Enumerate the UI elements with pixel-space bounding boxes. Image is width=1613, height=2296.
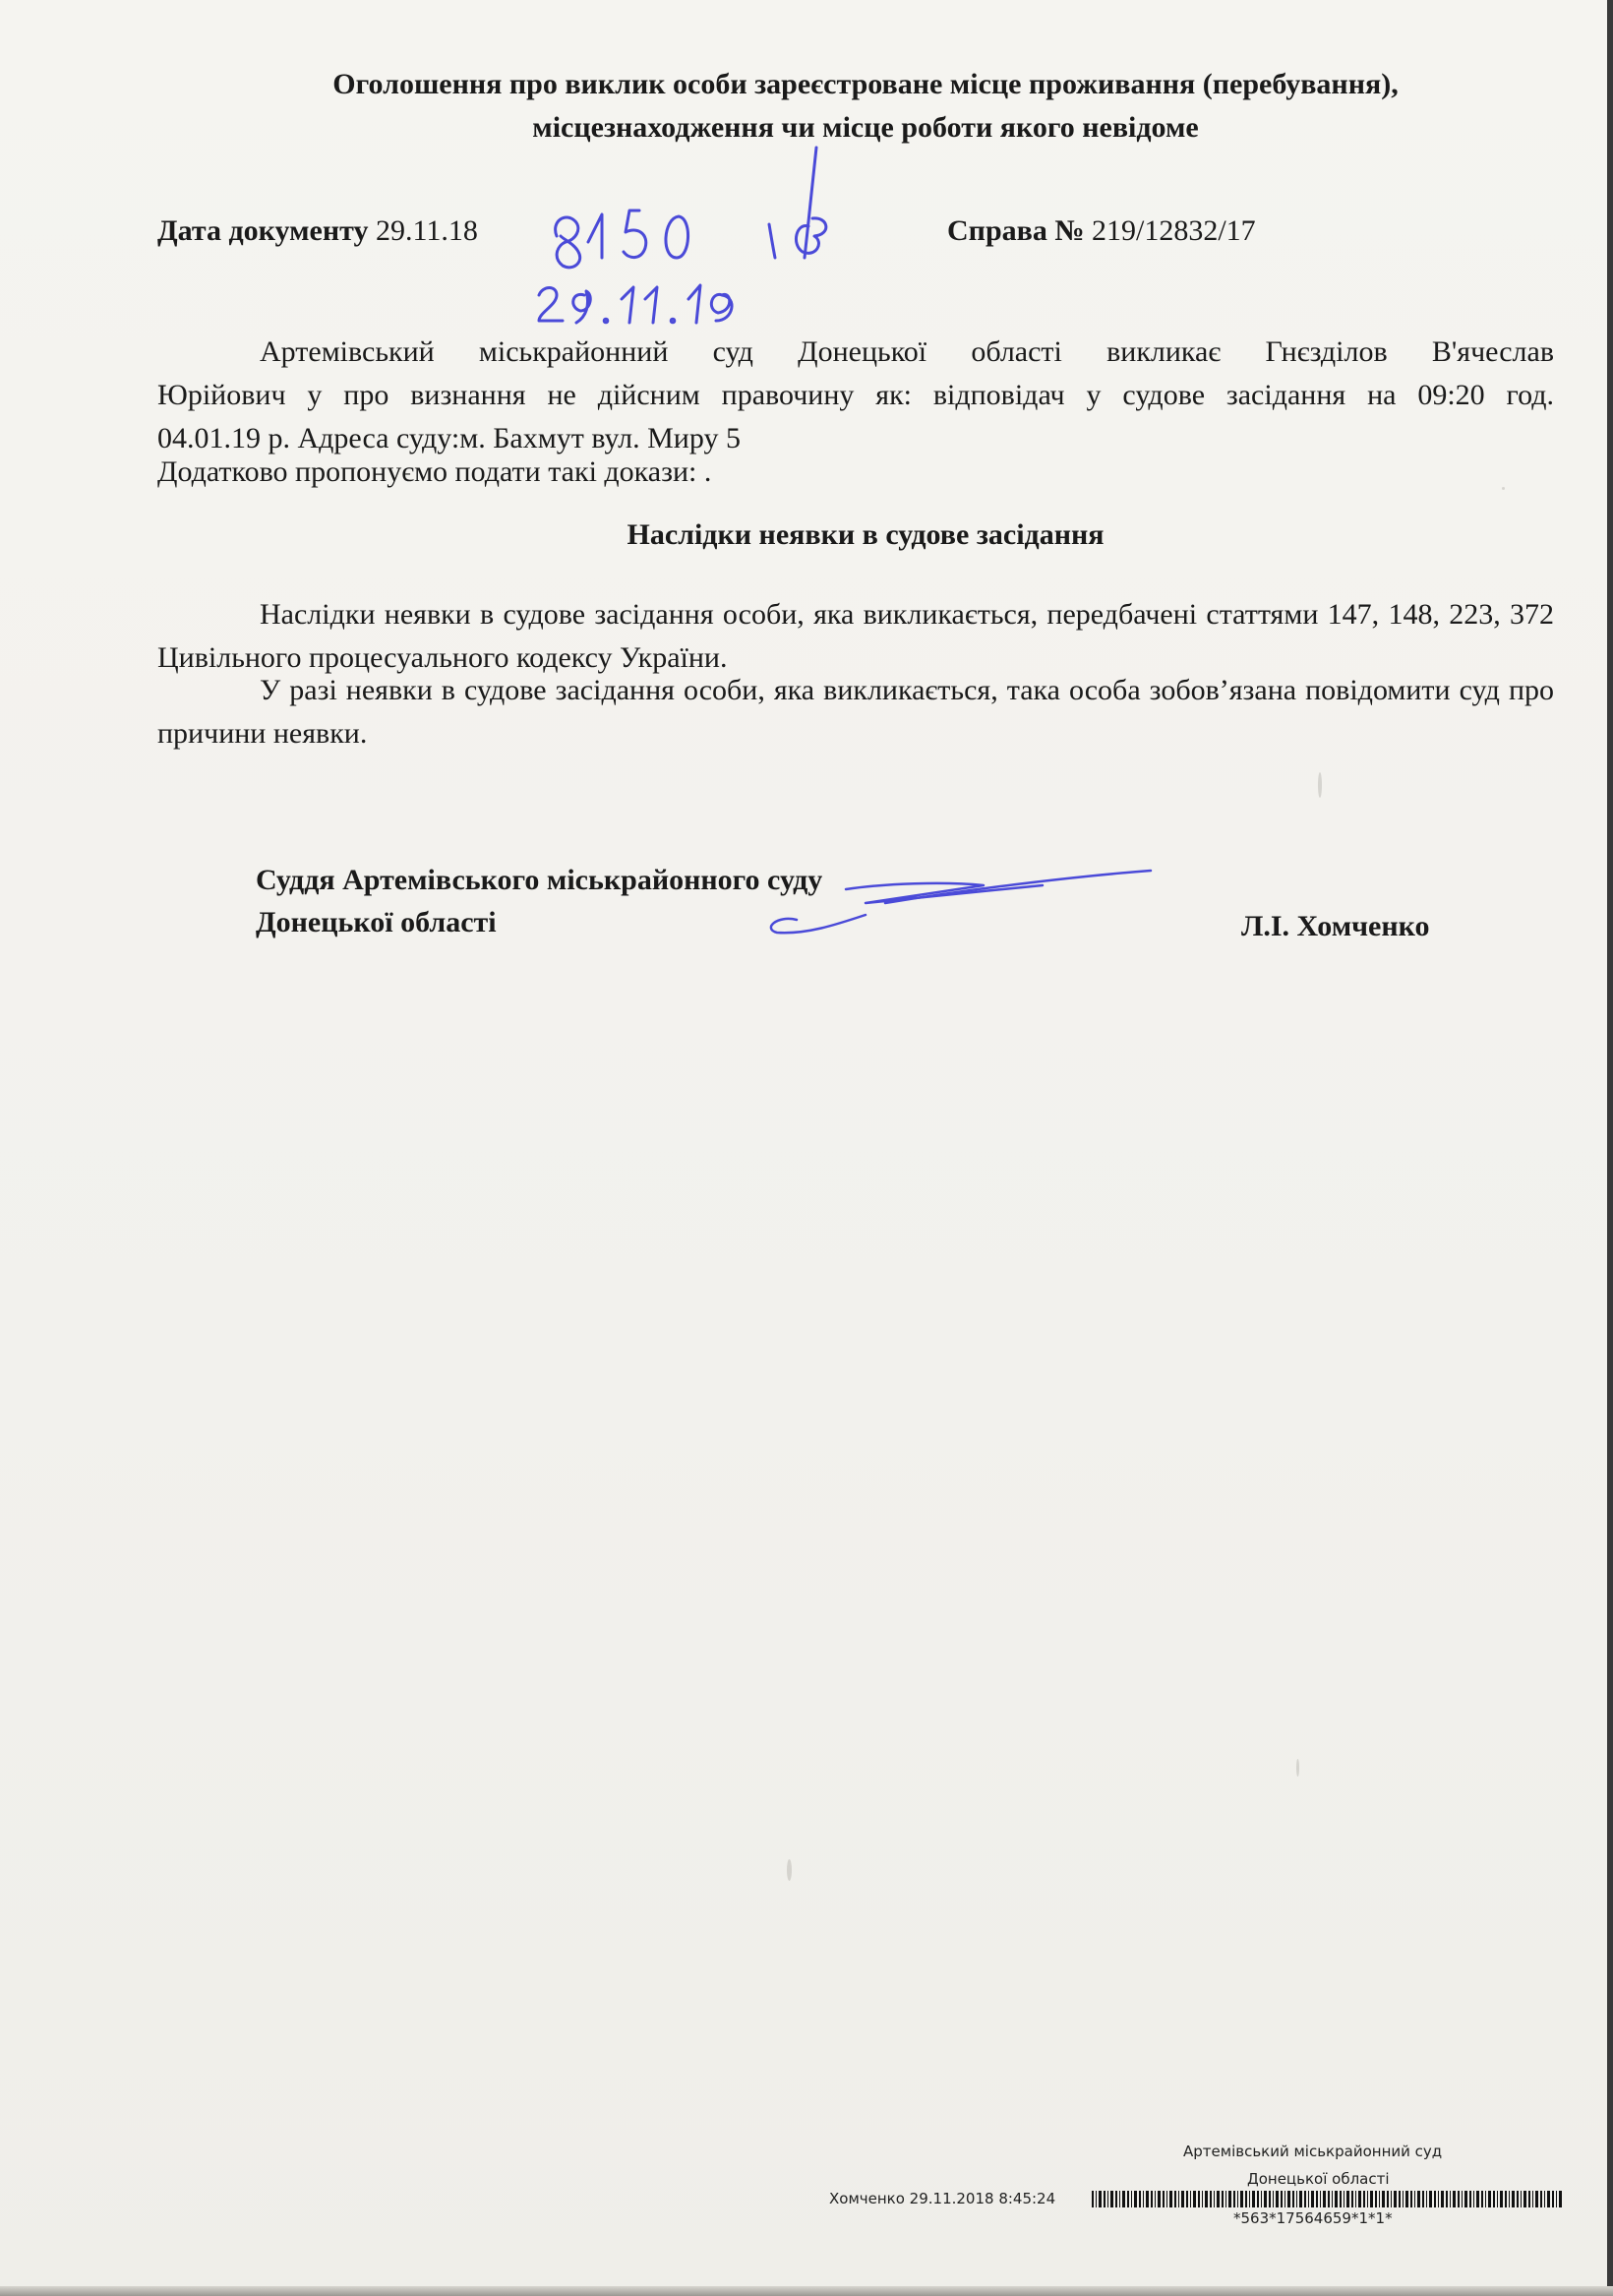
summons-line-1: Артемівський міськрайонний суд Донецької області викликає Гнєзділов В'ячеслав xyxy=(260,335,1554,368)
document-date xyxy=(157,214,478,248)
scan-speck xyxy=(1318,772,1322,798)
consequences-heading: Наслідки неявки в судове засідання xyxy=(627,518,1105,551)
stamp-court-line-2: Донецької області xyxy=(1247,2170,1390,2188)
case-value: 219/12832/17 xyxy=(1091,214,1256,247)
date-value: 29.11.18 xyxy=(375,214,478,247)
scan-edge-right xyxy=(1607,0,1613,2296)
case-number xyxy=(947,214,1256,248)
case-label: Справа № xyxy=(947,214,1085,247)
scan-speck xyxy=(787,1859,792,1881)
summons-line-2: Юрійович у про визнання не дійсним правочину як: відповідач у судове засідання на 09:20 год. xyxy=(157,379,1554,411)
date-label: Дата документу xyxy=(157,214,369,247)
barcode-code: *563*17564659*1*1* xyxy=(1233,2209,1393,2227)
title-line-2: місцезнаходження чи місце роботи якого невідоме xyxy=(532,111,1199,144)
judge-title-line-2: Донецької області xyxy=(256,906,497,938)
stamp-signer-timestamp: Хомченко 29.11.2018 8:45:24 xyxy=(829,2190,1056,2207)
obligation-paragraph: У разі неявки в судове засідання особи, яка викликається, така особа зобов’язана повідомити суд про причини неявки. xyxy=(157,674,1554,750)
title-line-1: Оголошення про виклик особи зареєстроване місце проживання (перебування), xyxy=(332,68,1399,100)
document-title xyxy=(157,63,1574,150)
scan-speck xyxy=(1502,487,1505,490)
stamp-court-line-1: Артемівський міськрайонний суд xyxy=(1183,2143,1443,2160)
summons-line-3: 04.01.19 р. Адреса суду:м. Бахмут вул. Миру 5 xyxy=(157,422,741,454)
scan-edge-bottom xyxy=(0,2286,1613,2296)
consequences-paragraph: Наслідки неявки в судове засідання особи, яка викликається, передбачені статтями 147, 148, 223, 372 Цивільного процесуального кодексу України. xyxy=(157,598,1554,674)
judge-title-line-1: Суддя Артемівського міськрайонного суду xyxy=(256,864,823,896)
evidence-request: Додатково пропонуємо подати такі докази: . xyxy=(157,455,712,488)
scan-speck xyxy=(1296,1759,1299,1777)
summons-paragraph xyxy=(157,331,1554,460)
judge-name: Л.І. Хомченко xyxy=(1241,910,1430,942)
document-barcode xyxy=(1092,2191,1562,2207)
